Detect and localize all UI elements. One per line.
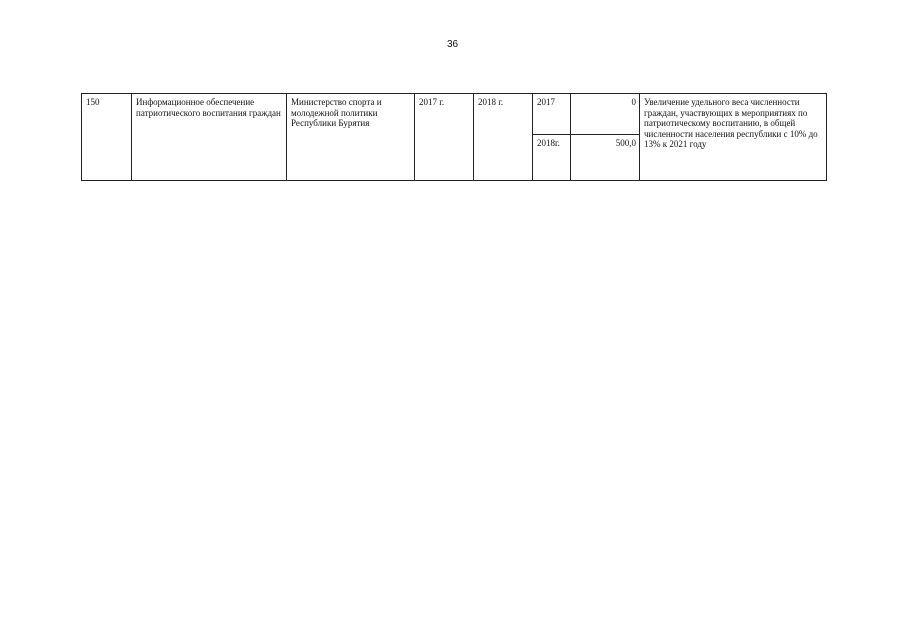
expected-result-cell: Увеличение удельного веса численности граждан, участвующих в мероприятиях по патриотическому воспитанию, в общей численности населения республики с 10% до 13% к 2021 году [640,94,827,181]
funding-amount-cell: 500,0 [571,135,640,181]
executor-cell: Министерство спорта и молодежной политики Республики Бурятия [287,94,415,181]
measure-name-cell: Информационное обеспечение патриотического воспитания граждан [132,94,287,181]
funding-year-cell: 2017 [533,94,571,135]
page-number: 36 [446,39,459,50]
start-date-cell: 2017 г. [415,94,474,181]
program-table [81,93,827,181]
row-index-cell: 150 [82,94,132,181]
funding-year-cell: 2018г. [533,135,571,181]
funding-amount-cell: 0 [571,94,640,135]
end-date-cell: 2018 г. [474,94,533,181]
table-row [82,94,827,135]
